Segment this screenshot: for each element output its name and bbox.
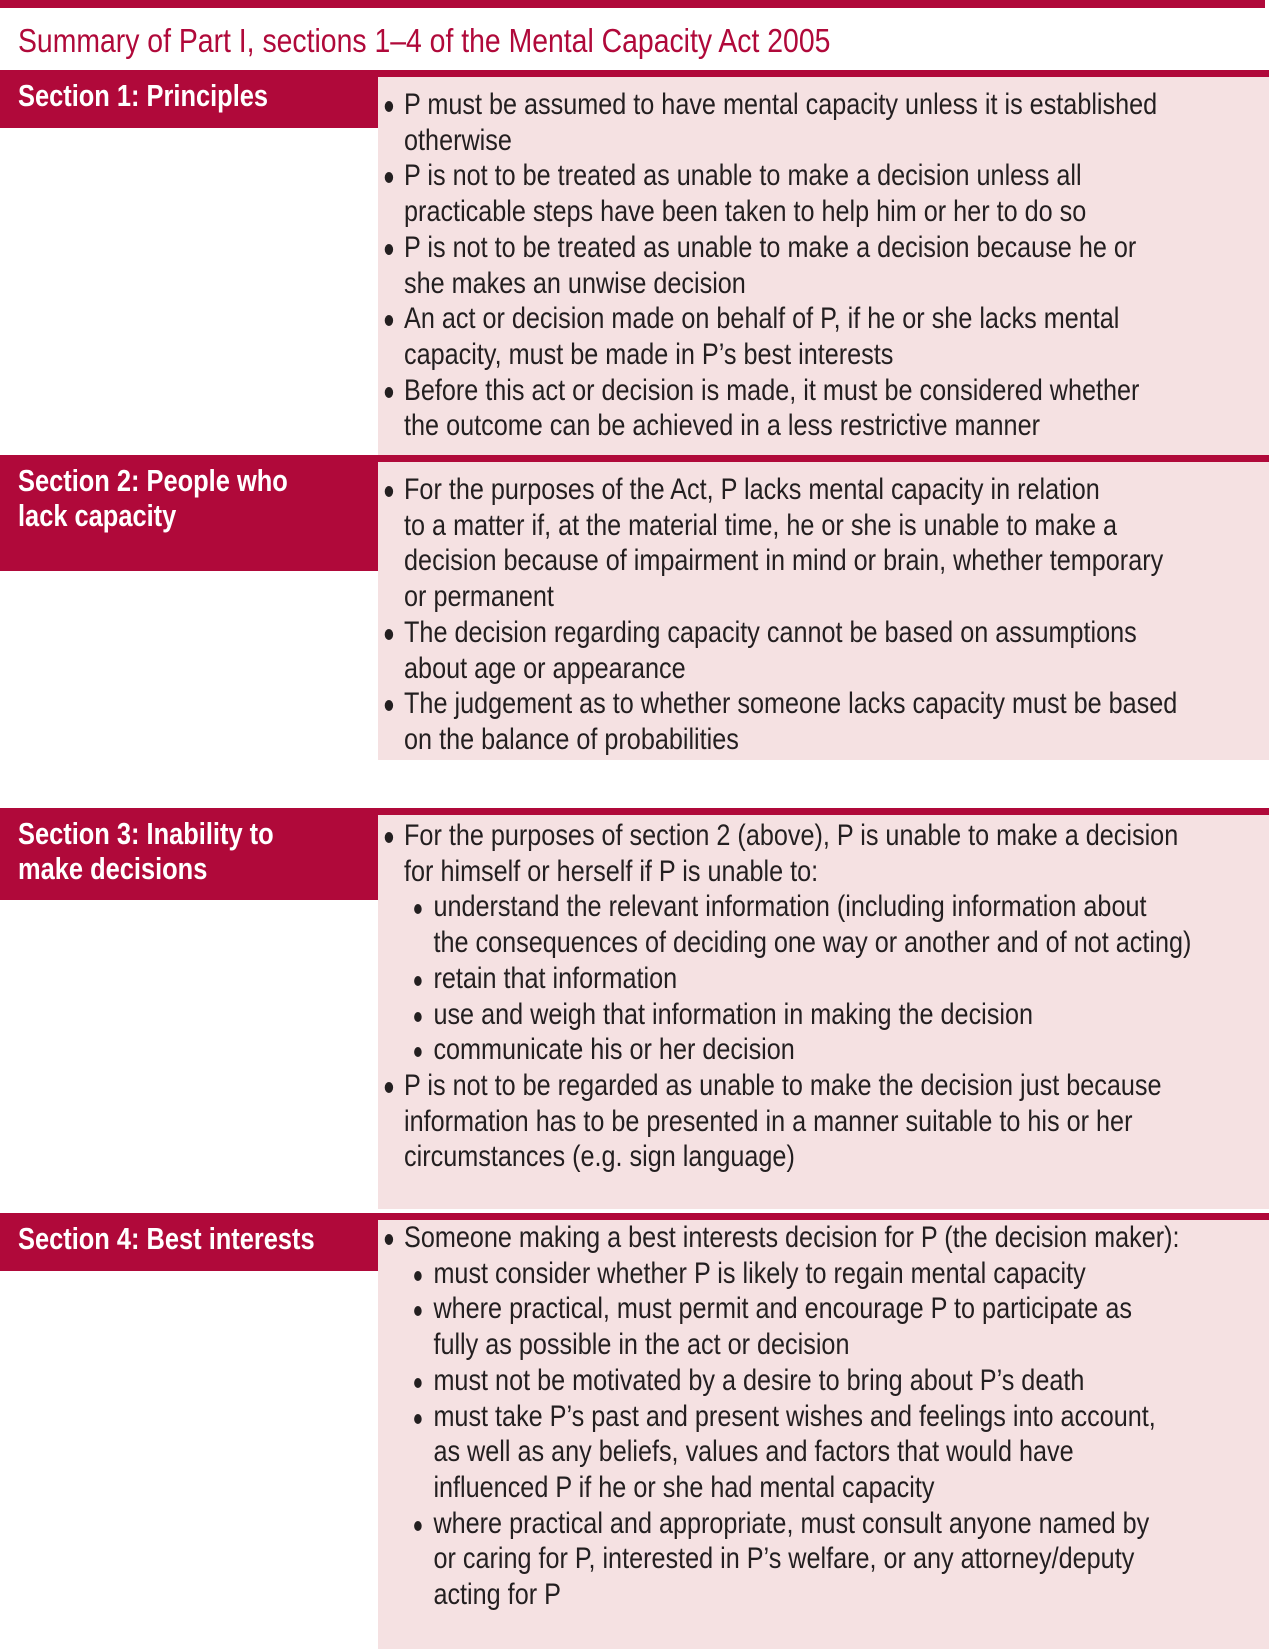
bullet-line: For the purposes of the Act, P lacks mental capacity in relation — [404, 473, 1100, 506]
bullet-line: for himself or herself if P is unable to: — [404, 854, 819, 888]
bullet-icon — [385, 172, 393, 183]
bullet-item — [378, 373, 1269, 444]
section-heading-block — [0, 70, 378, 128]
section-heading — [18, 78, 268, 113]
bullet-line: acting for P — [433, 1578, 561, 1612]
bullet-line: as well as any beliefs, values and factors that would have — [433, 1435, 1074, 1469]
section-content-panel — [378, 1220, 1269, 1649]
bullet-line: The decision regarding capacity cannot be based on assumptions — [404, 615, 1137, 649]
bullet-line: communicate his or her decision — [433, 1033, 795, 1067]
section-heading — [18, 816, 274, 886]
bullet-line: to a matter if, at the material time, he or she is unable to make a — [404, 508, 1117, 542]
bullet-icon — [385, 1234, 393, 1245]
bullet-icon — [414, 1306, 422, 1316]
bullet-line: she makes an unwise decision — [404, 266, 746, 300]
section-row-2 — [0, 455, 1269, 760]
bullet-line: the outcome can be achieved in a less restrictive manner — [404, 409, 1040, 443]
section-row-4 — [0, 1213, 1269, 1649]
bullet-icon — [385, 629, 393, 640]
bullet-icon — [414, 1521, 422, 1531]
document-title: Summary of Part I, sections 1–4 of the Mental Capacity Act 2005 — [18, 22, 831, 59]
bullet-item — [378, 230, 1269, 301]
bullet-line: information has to be presented in a manner suitable to his or her — [404, 1104, 1133, 1138]
bullet-icon — [385, 832, 393, 843]
bullet-line: otherwise — [404, 123, 512, 157]
bullet-icon — [414, 904, 422, 914]
bullet-icon — [385, 1082, 393, 1093]
bullet-icon — [385, 101, 393, 112]
bullet-line: must not be motivated by a desire to bring about P’s death — [433, 1363, 1085, 1397]
bullet-line: retain that information — [433, 961, 678, 995]
bullet-icon — [385, 387, 393, 398]
bullet-line: P is not to be treated as unable to make a decision because he or — [404, 230, 1137, 264]
heading-line: lack capacity — [18, 498, 177, 533]
section-heading-block — [0, 455, 378, 571]
bullet-line: fully as possible in the act or decision — [433, 1328, 850, 1362]
bullet-item — [378, 818, 1269, 889]
bullet-icon — [385, 244, 393, 255]
bullet-line: circumstances (e.g. sign language) — [404, 1140, 795, 1174]
section-heading — [18, 1221, 315, 1256]
bullet-line: about age or appearance — [404, 651, 686, 685]
section-heading — [18, 463, 288, 533]
bullet-line: P is not to be treated as unable to make a decision unless all — [404, 159, 1082, 193]
bullet-line: P is not to be regarded as unable to make the decision just because — [404, 1068, 1162, 1102]
bullet-line: decision because of impairment in mind or brain, whether temporary — [404, 544, 1164, 578]
bullet-icon — [414, 1012, 422, 1022]
bullet-item — [378, 472, 1269, 615]
bullet-line: where practical, must permit and encourage P to participate as — [433, 1292, 1132, 1326]
bullet-line: capacity, must be made in P’s best interests — [404, 337, 894, 371]
sub-bullet-item — [378, 1506, 1269, 1613]
section-content-panel — [378, 77, 1269, 469]
section-content-panel — [378, 462, 1269, 760]
sub-bullet-item — [378, 997, 1269, 1033]
section-heading-block — [0, 1213, 378, 1271]
bullet-line: For the purposes of section 2 (above), P is unable to make a decision — [404, 819, 1179, 852]
bullet-line: where practical and appropriate, must consult anyone named by — [433, 1506, 1150, 1540]
sub-bullet-item — [378, 889, 1269, 960]
heading-line: Section 1: Principles — [18, 78, 269, 113]
bullet-icon — [385, 700, 393, 711]
bullet-icon — [385, 486, 393, 497]
heading-line: Section 4: Best interests — [18, 1221, 315, 1256]
bullet-icon — [414, 1271, 422, 1281]
sub-bullet-item — [378, 1291, 1269, 1362]
section-content-panel — [378, 815, 1269, 1209]
bullet-item — [378, 615, 1269, 686]
bullet-item — [378, 301, 1269, 372]
bullet-item — [378, 87, 1269, 158]
bullet-line: P must be assumed to have mental capacity unless it is established — [404, 88, 1158, 121]
bullet-line: influenced P if he or she had mental capacity — [433, 1470, 935, 1504]
bullet-item — [378, 686, 1269, 757]
bullet-icon — [414, 1414, 422, 1424]
heading-line: Section 3: Inability to — [18, 816, 274, 851]
bullet-icon — [385, 315, 393, 326]
bullet-line: on the balance of probabilities — [404, 722, 739, 756]
heading-line: Section 2: People who — [18, 463, 288, 498]
bullet-item — [378, 158, 1269, 229]
heading-line: make decisions — [18, 851, 208, 886]
bullet-line: use and weigh that information in making the decision — [433, 997, 1034, 1031]
bullet-line: An act or decision made on behalf of P, if he or she lacks mental — [404, 302, 1120, 336]
bullet-line: or permanent — [404, 580, 554, 614]
bullet-item — [378, 1068, 1269, 1175]
sub-bullet-item — [378, 1363, 1269, 1399]
sub-bullet-item — [378, 961, 1269, 997]
sub-bullet-item — [378, 1399, 1269, 1506]
sub-bullet-item — [378, 1032, 1269, 1068]
bullet-item — [378, 1220, 1269, 1256]
bullet-icon — [414, 1378, 422, 1388]
bullet-line: The judgement as to whether someone lacks capacity must be based — [404, 687, 1178, 721]
section-row-1 — [0, 70, 1269, 469]
bullet-icon — [414, 976, 422, 986]
bullet-line: understand the relevant information (including information about — [433, 890, 1147, 924]
section-row-3 — [0, 808, 1269, 1208]
bullet-line: must consider whether P is likely to regain mental capacity — [433, 1256, 1086, 1290]
section-heading-block — [0, 808, 378, 900]
bullet-line: practicable steps have been taken to help him or her to do so — [404, 195, 1087, 229]
top-rule — [0, 0, 1265, 8]
bullet-line: the consequences of deciding one way or another and of not acting) — [433, 926, 1192, 960]
sub-bullet-item — [378, 1256, 1269, 1292]
bullet-line: Before this act or decision is made, it must be considered whether — [404, 373, 1140, 407]
bullet-icon — [414, 1047, 422, 1057]
bullet-line: or caring for P, interested in P’s welfare, or any attorney/deputy — [433, 1542, 1135, 1576]
bullet-line: Someone making a best interests decision for P (the decision maker): — [404, 1221, 1180, 1254]
bullet-line: must take P’s past and present wishes and feelings into account, — [433, 1399, 1156, 1433]
